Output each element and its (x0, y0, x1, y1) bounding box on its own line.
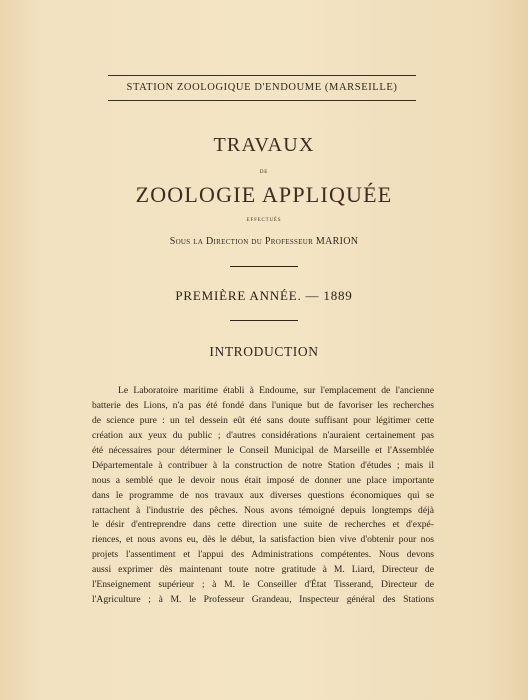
body-line: nous a semblé que le devoir nous était imposé de donner une place importante (92, 474, 434, 486)
body-line: le désir d'entreprendre dans cette direction une suite de recherches et d'expé- (92, 519, 434, 531)
divider-rule-2 (230, 320, 298, 321)
title-travaux: TRAVAUX (213, 134, 315, 156)
body-line: Départementale à contribuer à la construction de notre Station d'études ; mais il (92, 459, 434, 471)
divider-rule-1 (230, 266, 298, 267)
title-effectues: EFFECTUÉS (246, 218, 282, 223)
header-bottom-rule (108, 100, 416, 101)
year-line: PREMIÈRE ANNÉE. — 1889 (175, 288, 353, 303)
body-line: aussi exprimer dès maintenant toute notre gratitude à M. Liard, Directeur de (92, 564, 434, 576)
header-top-rule (108, 75, 416, 76)
body-line: projets l'assentiment et l'appui des Administrations compétentes. Nous devons (92, 549, 434, 561)
body-paragraph (92, 384, 434, 608)
body-line: l'Enseignement supérieur ; à M. le Conseiller d'État Tisserand, Directeur de (92, 579, 434, 591)
body-line: été nécessaires pour déterminer le Conseil Municipal de Marseille et l'Assemblée (92, 444, 434, 456)
body-line: l'Agriculture ; à M. le Professeur Grandeau, Inspecteur général des Stations (92, 594, 434, 606)
body-line: rattachent à l'industrie des pêches. Nous avons témoigné depuis longtemps déjà (92, 504, 434, 516)
direction-line: Sous la Direction du Professeur MARION (169, 236, 359, 247)
title-connector: DE (259, 170, 269, 175)
title-zoologie-appliquee: ZOOLOGIE APPLIQUÉE (135, 182, 393, 207)
section-heading: INTRODUCTION (209, 344, 319, 359)
body-line: dans le programme de nos travaux aux diverses questions économiques qui se (92, 489, 434, 501)
body-line: Le Laboratoire maritime établi à Endoume, sur l'emplacement de l'ancienne (118, 385, 434, 396)
body-line: de science pure : un tel dessein eût été sans doute suffisant pour légitimer cette (92, 414, 434, 426)
body-line: riences, et nous avons eu, dès le début, la satisfaction bien vive d'obtenir pour nos (92, 534, 434, 546)
body-line: batterie des Lions, n'a pas été fondé dans l'unique but de favoriser les recherches (92, 399, 434, 411)
running-head: STATION ZOOLOGIQUE D'ENDOUME (MARSEILLE) (126, 82, 398, 93)
body-line: création aux yeux du public ; d'autres considérations n'auraient certainement pas (92, 429, 434, 441)
